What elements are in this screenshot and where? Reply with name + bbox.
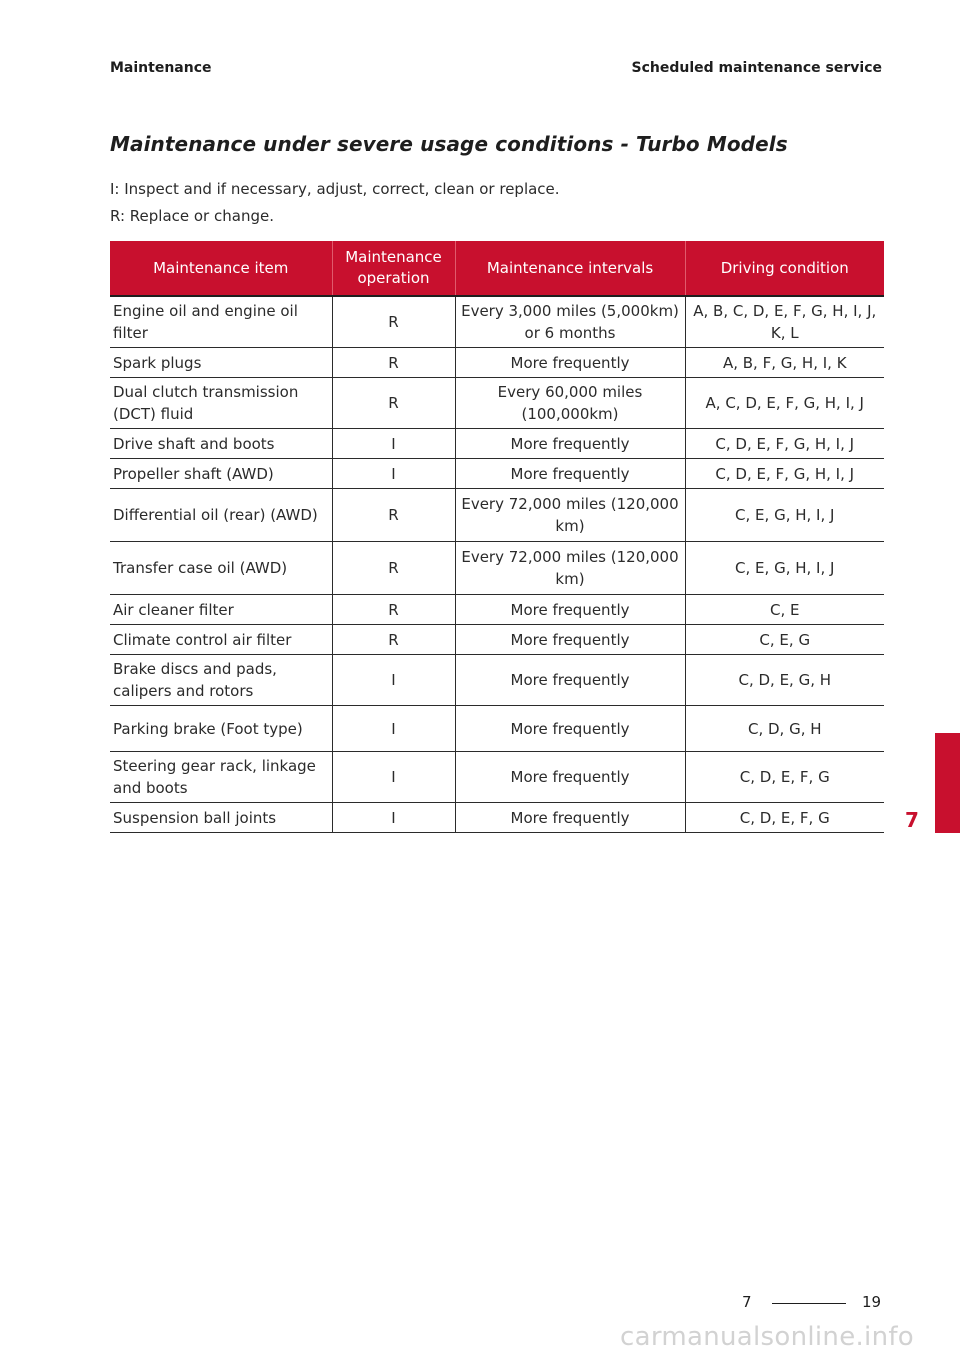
cell-item: Climate control air filter (110, 625, 332, 655)
cell-item: Brake discs and pads, calipers and rotors (110, 655, 332, 706)
cell-interval: More frequently (455, 752, 685, 803)
cell-item: Transfer case oil (AWD) (110, 542, 332, 595)
cell-item: Spark plugs (110, 348, 332, 378)
cell-item: Parking brake (Foot type) (110, 706, 332, 752)
cell-operation: R (332, 595, 455, 625)
cell-item: Steering gear rack, linkage and boots (110, 752, 332, 803)
cell-condition: A, C, D, E, F, G, H, I, J (685, 378, 884, 429)
table-row (110, 489, 884, 542)
table-row (110, 459, 884, 489)
cell-interval: Every 60,000 miles (100,000km) (455, 378, 685, 429)
cell-condition: C, D, E, G, H (685, 655, 884, 706)
section-title: Maintenance under severe usage conditions - Turbo Models (110, 132, 788, 156)
cell-operation: I (332, 459, 455, 489)
cell-item: Differential oil (rear) (AWD) (110, 489, 332, 542)
cell-condition: C, E, G, H, I, J (685, 542, 884, 595)
footer-chapter-number: 7 (742, 1293, 752, 1311)
maintenance-table (110, 241, 884, 833)
cell-interval: Every 72,000 miles (120,000 km) (455, 542, 685, 595)
cell-operation: R (332, 542, 455, 595)
cell-interval: More frequently (455, 706, 685, 752)
column-header-operation: Maintenance operation (332, 241, 455, 296)
cell-item: Engine oil and engine oil filter (110, 296, 332, 348)
table-row (110, 348, 884, 378)
table-row (110, 296, 884, 348)
cell-condition: A, B, C, D, E, F, G, H, I, J, K, L (685, 296, 884, 348)
table-row (110, 429, 884, 459)
cell-item: Drive shaft and boots (110, 429, 332, 459)
cell-operation: R (332, 348, 455, 378)
cell-interval: Every 72,000 miles (120,000 km) (455, 489, 685, 542)
table-row (110, 706, 884, 752)
cell-interval: More frequently (455, 459, 685, 489)
cell-operation: I (332, 429, 455, 459)
cell-interval: More frequently (455, 625, 685, 655)
column-header-item: Maintenance item (110, 241, 332, 296)
legend-replace: R: Replace or change. (110, 207, 274, 225)
cell-item: Dual clutch transmission (DCT) fluid (110, 378, 332, 429)
cell-condition: C, D, E, F, G, H, I, J (685, 429, 884, 459)
running-header (110, 60, 882, 76)
column-header-intervals: Maintenance intervals (455, 241, 685, 296)
cell-interval: More frequently (455, 348, 685, 378)
watermark: carmanualsonline.info (620, 1322, 915, 1352)
cell-condition: C, D, E, F, G, H, I, J (685, 459, 884, 489)
table-row (110, 655, 884, 706)
header-section-title: Scheduled maintenance service (631, 60, 882, 76)
cell-operation: R (332, 378, 455, 429)
table-row (110, 752, 884, 803)
cell-item: Propeller shaft (AWD) (110, 459, 332, 489)
cell-operation: R (332, 296, 455, 348)
cell-interval: More frequently (455, 595, 685, 625)
footer-page-number: 19 (862, 1293, 882, 1311)
cell-condition: C, D, E, F, G (685, 803, 884, 833)
cell-item: Air cleaner filter (110, 595, 332, 625)
table-row (110, 378, 884, 429)
cell-condition: C, D, G, H (685, 706, 884, 752)
chapter-side-tab-number: 7 (905, 808, 919, 832)
cell-interval: Every 3,000 miles (5,000km) or 6 months (455, 296, 685, 348)
cell-interval: More frequently (455, 803, 685, 833)
cell-condition: C, E, G (685, 625, 884, 655)
table-row (110, 625, 884, 655)
cell-condition: A, B, F, G, H, I, K (685, 348, 884, 378)
cell-operation: I (332, 655, 455, 706)
cell-operation: R (332, 489, 455, 542)
cell-condition: C, E, G, H, I, J (685, 489, 884, 542)
header-chapter-title: Maintenance (110, 60, 212, 76)
cell-condition: C, D, E, F, G (685, 752, 884, 803)
cell-operation: I (332, 706, 455, 752)
table-row (110, 542, 884, 595)
chapter-side-tab (935, 733, 960, 833)
cell-operation: I (332, 752, 455, 803)
cell-interval: More frequently (455, 429, 685, 459)
legend-inspect: I: Inspect and if necessary, adjust, correct, clean or replace. (110, 180, 560, 198)
cell-condition: C, E (685, 595, 884, 625)
table-header-row (110, 241, 884, 296)
cell-interval: More frequently (455, 655, 685, 706)
table-row (110, 803, 884, 833)
cell-operation: R (332, 625, 455, 655)
cell-operation: I (332, 803, 455, 833)
cell-item: Suspension ball joints (110, 803, 332, 833)
table-row (110, 595, 884, 625)
footer-divider (772, 1303, 846, 1304)
column-header-condition: Driving condition (685, 241, 884, 296)
